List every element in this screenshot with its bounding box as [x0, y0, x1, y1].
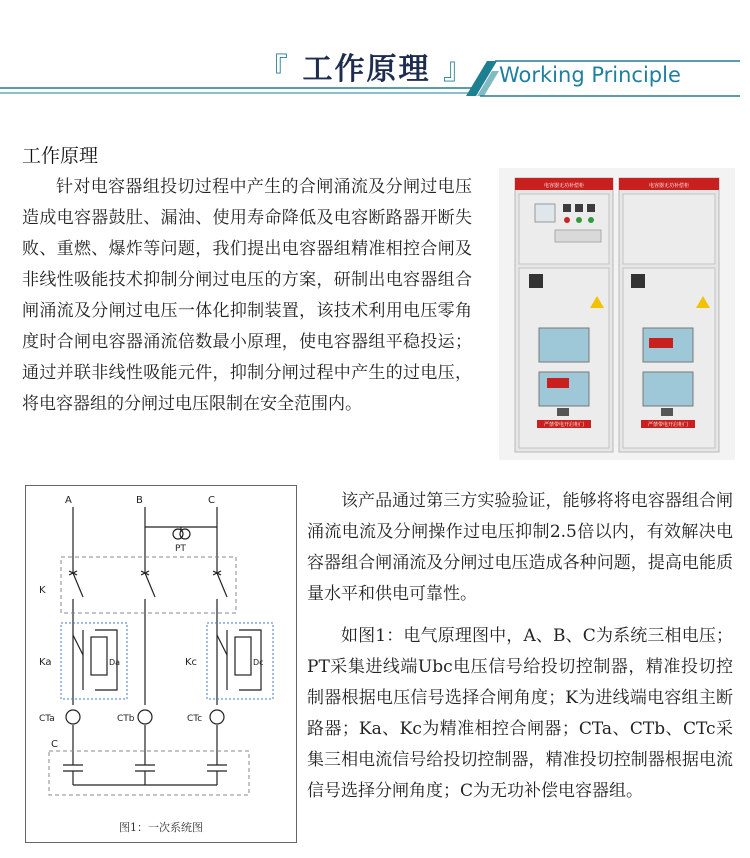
label-da: Da	[109, 658, 121, 667]
label-pt: PT	[175, 544, 186, 554]
cabinet-bottom-label-right: 严禁带电开启柜门	[647, 422, 689, 428]
cabinet-photo	[499, 168, 735, 460]
diagram-caption: 图1：一次系统图	[119, 821, 203, 834]
bracket-right: 』	[442, 52, 475, 87]
circuit-diagram	[25, 485, 297, 843]
label-c: C	[51, 739, 58, 750]
label-cta: CTa	[39, 714, 55, 724]
label-ctb: CTb	[117, 714, 135, 724]
section-title: 工作原理	[22, 145, 99, 167]
label-ka: Ka	[39, 657, 52, 668]
paragraph-verification: 该产品通过第三方实验验证，能够将将电容器组合闸涌流电流及分闸操作过电压抑制2.5倍以内，有效解决电容器组合闸涌流及分闸过电压造成各种问题，提高电能质量水平和供电可靠性。	[307, 491, 733, 604]
header-title-text: 工作原理	[302, 52, 431, 87]
label-phase-a: A	[65, 495, 72, 506]
label-ctc: CTc	[187, 714, 203, 724]
bracket-left: 『	[258, 52, 290, 87]
cabinet-top-label-left: 电容器无功补偿柜	[543, 183, 585, 189]
circuit-diagram-svg	[25, 485, 297, 843]
header-title	[258, 44, 475, 88]
cabinet-bottom-label-left: 严禁带电开启柜门	[543, 422, 585, 428]
label-phase-b: B	[136, 495, 143, 506]
paragraph-intro: 针对电容器组投切过程中产生的合闸涌流及分闸过电压造成电容器鼓肚、漏油、使用寿命降低及电容断路器开断失败、重燃、爆炸等问题，我们提出电容器组精准相控合闸及非线性吸能技术抑制分闸过电压的方案，研制出电容器组合闸涌流及分闸过电压一体化抑制装置，该技术利用电压零角度时合闸电容器涌流倍数最小原理，使电容器组平稳投运；通过并联非线性吸能元件，抑制分闸过程中产生的过电压，将电容器组的分闸过电压限制在安全范围内。	[22, 177, 472, 414]
cabinet-illustration	[499, 168, 735, 460]
label-dc: Dc	[253, 658, 264, 667]
label-k: K	[39, 585, 46, 596]
label-kc: Kc	[185, 657, 198, 668]
header-title-en: Working Principle	[499, 63, 681, 87]
cabinet-top-label-right: 电容器无功补偿柜	[648, 183, 690, 189]
header-banner	[0, 0, 750, 110]
label-phase-c: C	[208, 495, 215, 506]
paragraph-diagram-explanation: 如图1：电气原理图中，A、B、C为系统三相电压；PT采集进线端Ubc电压信号给投切控制器，精准投切控制器根据电压信号选择合闸角度；K为进线端电容组主断路器；Ka、Kc为精准相控合闸器；CTa、CTb、CTc采集三相电流信号给投切控制器，精准投切控制器根据电流信号选择分闸角度；C为无功补偿电容器组。	[307, 626, 733, 801]
